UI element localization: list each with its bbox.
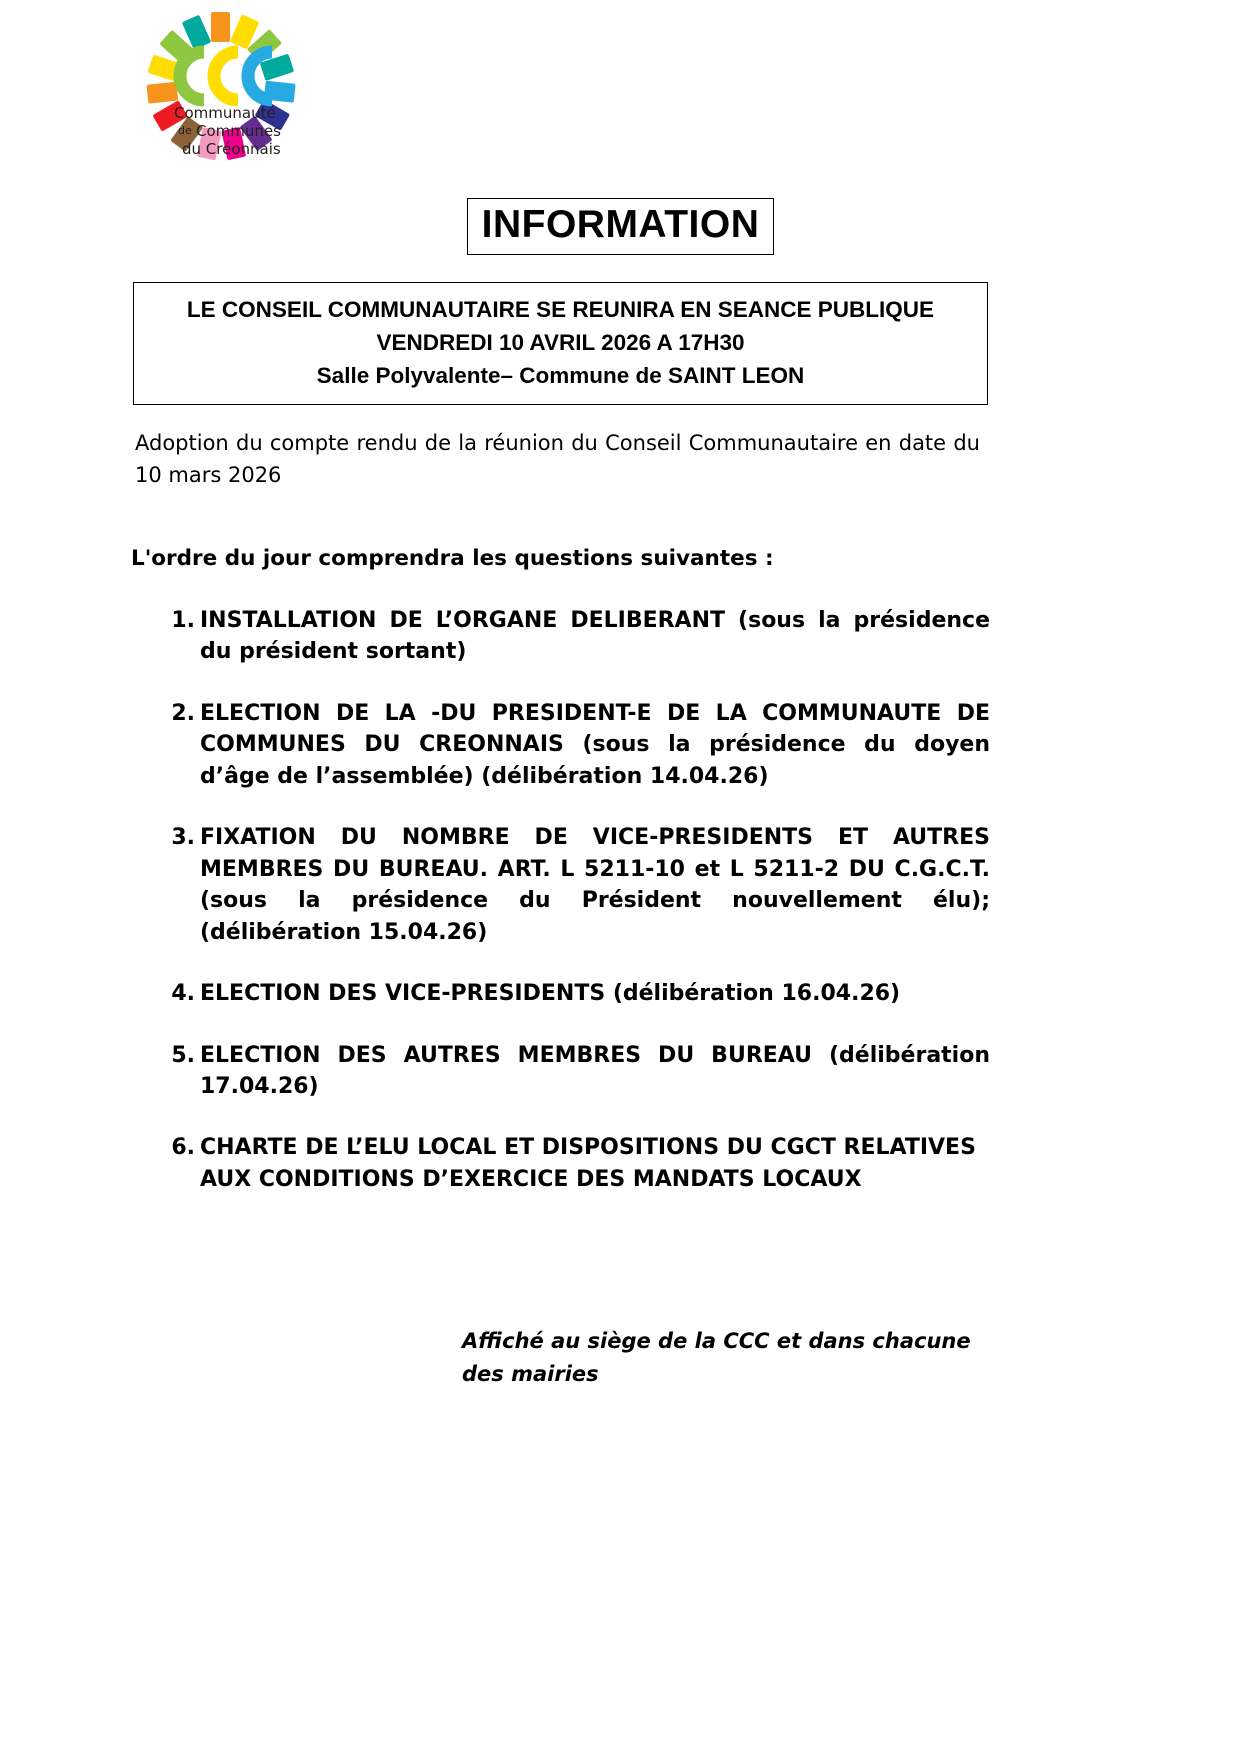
agenda-item bbox=[135, 978, 990, 1009]
agenda-item-number: 6. bbox=[171, 1135, 195, 1161]
agenda-item-number: 1. bbox=[171, 608, 195, 633]
agenda-item bbox=[135, 605, 990, 668]
page-title-wrapper bbox=[0, 198, 1241, 255]
agenda-item-number: 4. bbox=[171, 981, 195, 1007]
footer-note: Affiché au siège de la CCC et dans chacune des mairies bbox=[462, 1329, 971, 1386]
agenda-item bbox=[135, 698, 990, 792]
agenda-item-number: 2. bbox=[171, 700, 195, 726]
meeting-line-3: Salle Polyvalente– Commune de SAINT LEON bbox=[316, 363, 805, 389]
agenda-item bbox=[135, 1132, 990, 1195]
agenda-item bbox=[135, 1040, 990, 1103]
agenda-list bbox=[135, 605, 990, 1225]
agenda-item bbox=[135, 822, 990, 948]
logo-line-2: de bbox=[178, 124, 192, 137]
agenda-item-text: INSTALLATION DE L’ORGANE DELIBERANT (sous la présidence du président sortant) bbox=[200, 608, 990, 665]
logo-line-1: Communauté bbox=[174, 104, 276, 122]
agenda-item-text: CHARTE DE L’ELU LOCAL ET DISPOSITIONS DU CGCT RELATIVES AUX CONDITIONS D’EXERCICE DES MANDATS LOCAUX bbox=[200, 1135, 976, 1192]
logo-line-3: Communes bbox=[196, 122, 281, 140]
agenda-item-text: ELECTION DES AUTRES MEMBRES DU BUREAU (délibération 17.04.26) bbox=[200, 1042, 990, 1099]
meeting-info-box bbox=[133, 282, 988, 405]
agenda-lead: L'ordre du jour comprendra les questions suivantes : bbox=[131, 546, 774, 571]
page-title: INFORMATION bbox=[467, 198, 775, 255]
meeting-line-1: LE CONSEIL COMMUNAUTAIRE SE REUNIRA EN SEANCE PUBLIQUE bbox=[186, 297, 935, 322]
intro-paragraph: Adoption du compte rendu de la réunion du Conseil Communautaire en date du 10 mars 2026 bbox=[135, 431, 980, 487]
agenda-item-text: FIXATION DU NOMBRE DE VICE-PRESIDENTS ET AUTRES MEMBRES DU BUREAU. ART. L 5211-10 et L 5211-2 DU C.G.C.T. (sous la présidence du Président nouvellement élu); (délibération 15.04.26) bbox=[200, 825, 990, 945]
logo-line-4: du Créonnais bbox=[182, 140, 281, 158]
agenda-item-number: 5. bbox=[171, 1042, 195, 1068]
meeting-line-2: VENDREDI 10 AVRIL 2026 A 17H30 bbox=[376, 330, 745, 356]
ccc-logo bbox=[126, 8, 326, 188]
agenda-item-text: ELECTION DE LA -DU PRESIDENT-E DE LA COMMUNAUTE DE COMMUNES DU CREONNAIS (sous la présidence du doyen d’âge de l’assemblée) (délibération 14.04.26) bbox=[200, 700, 990, 789]
agenda-item-text: ELECTION DES VICE-PRESIDENTS (délibération 16.04.26) bbox=[200, 981, 901, 1007]
agenda-item-number: 3. bbox=[171, 825, 195, 851]
